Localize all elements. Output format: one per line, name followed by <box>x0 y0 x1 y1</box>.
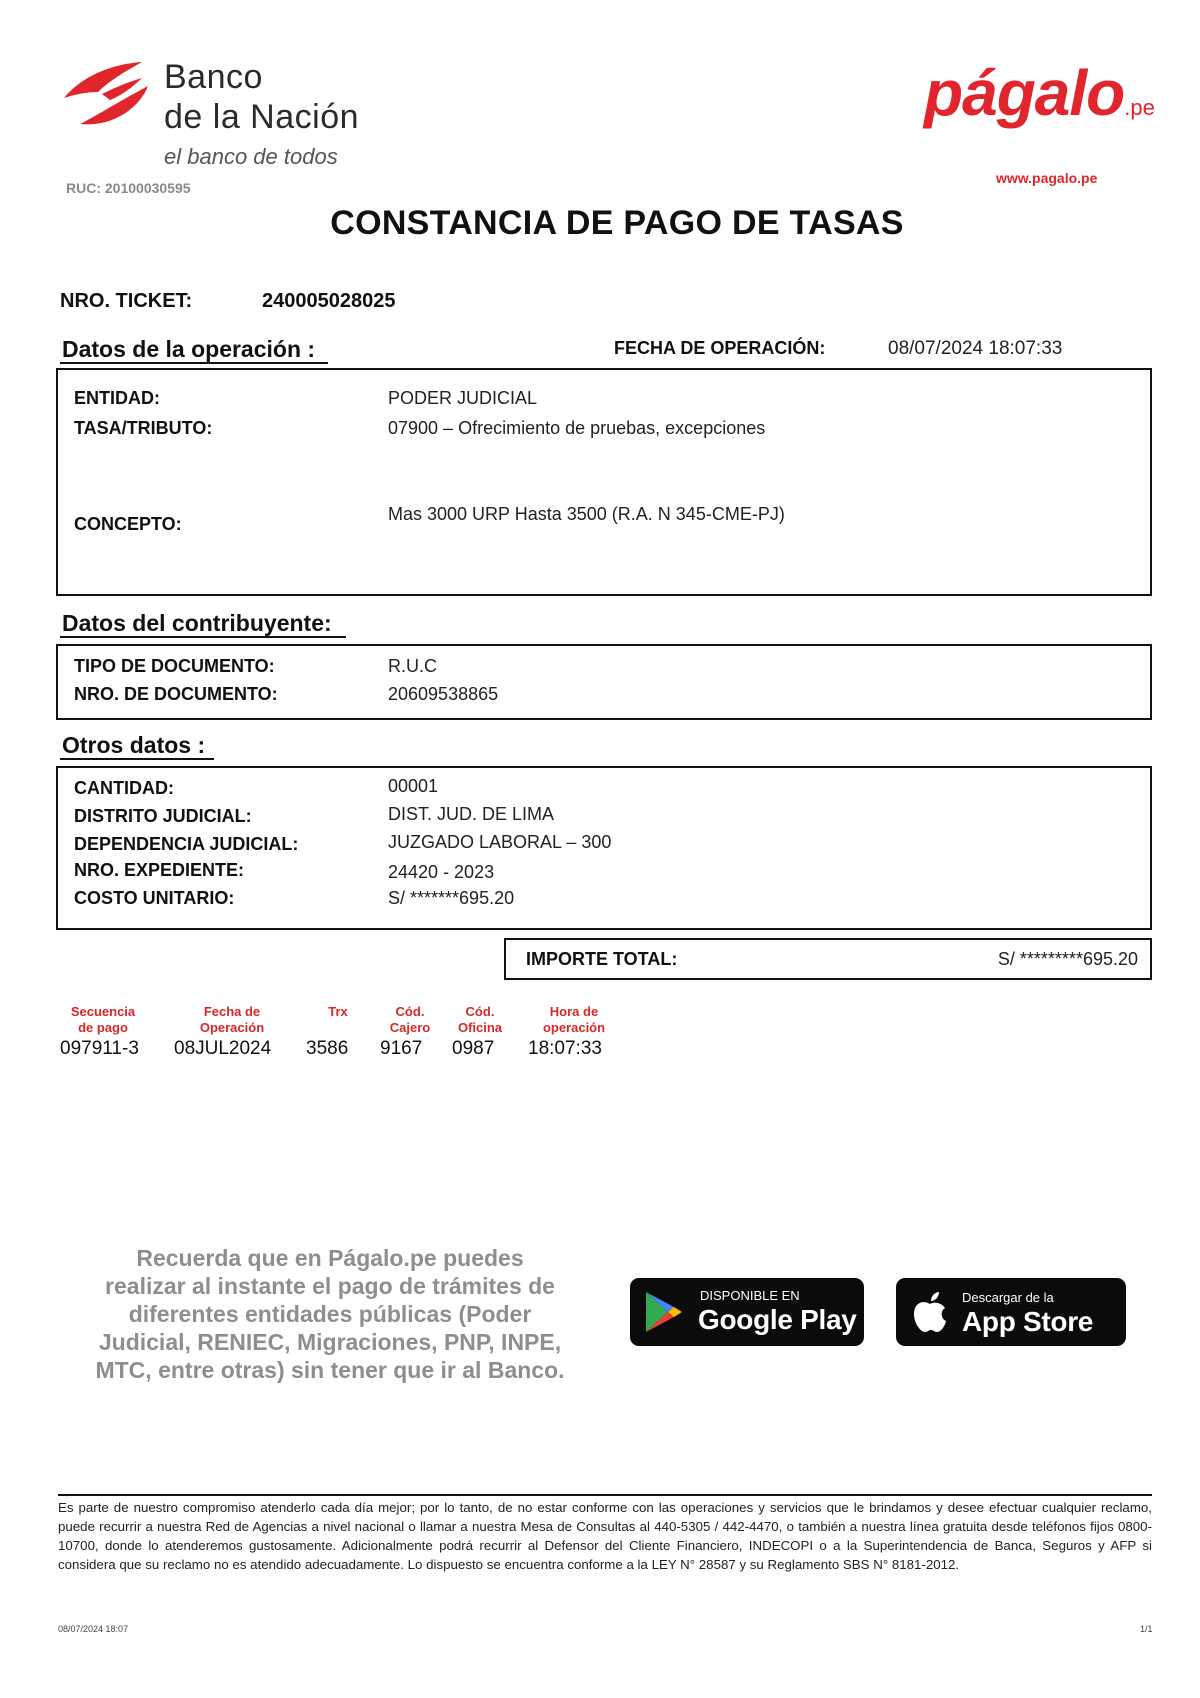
td-oficina: 0987 <box>452 1038 495 1059</box>
footer-page-number: 1/1 <box>1140 1624 1153 1634</box>
operation-date-label: FECHA DE OPERACIÓN: <box>614 338 826 358</box>
promo-line3: diferentes entidades públicas (Poder <box>128 1301 532 1327</box>
taxpayer-heading-underline <box>60 636 346 638</box>
google-play-small: DISPONIBLE EN <box>700 1288 800 1303</box>
th-cajero <box>382 1004 438 1036</box>
nro-documento-label: NRO. DE DOCUMENTO: <box>74 684 278 704</box>
google-play-button[interactable] <box>630 1278 864 1346</box>
costo-label: COSTO UNITARIO: <box>74 888 235 908</box>
nro-documento-value: 20609538865 <box>388 684 499 704</box>
operation-box <box>56 368 1152 596</box>
th-secuencia-1: Secuencia <box>70 1004 136 1019</box>
tasa-value: 07900 – Ofrecimiento de pruebas, excepciones <box>388 418 766 438</box>
banco-nacion-logo-icon <box>62 58 154 130</box>
pagalo-url[interactable]: www.pagalo.pe <box>996 170 1098 186</box>
promo-line4: Judicial, RENIEC, Migraciones, PNP, INPE, <box>98 1329 562 1355</box>
th-trx-1: Trx <box>328 1004 348 1019</box>
expediente-label: NRO. EXPEDIENTE: <box>74 860 245 880</box>
footer-divider <box>58 1494 1152 1496</box>
other-heading-underline <box>60 758 214 760</box>
pagalo-tld: .pe <box>1124 95 1155 120</box>
page-title: CONSTANCIA DE PAGO DE TASAS <box>330 204 904 242</box>
th-oficina-2: Oficina <box>457 1020 503 1035</box>
th-hora-2: operación <box>542 1020 606 1035</box>
th-hora-1: Hora de <box>549 1004 599 1019</box>
promo-line5: MTC, entre otras) sin tener que ir al Banco. <box>95 1357 565 1383</box>
costo-value: S/ *******695.20 <box>388 888 515 908</box>
app-store-button[interactable] <box>896 1278 1126 1346</box>
th-fecha-1: Fecha de <box>203 1004 261 1019</box>
pagalo-logo <box>924 56 1155 130</box>
legal-notice: Es parte de nuestro compromiso atenderlo cada día mejor; por lo tanto, de no estar conforme con las operaciones y servicios que le brindamos y desee efectuar cualquier reclamo, puede recurrir a nuestra Red de Agencias a nivel nacional o llamar a nuestra Mesa de Consultas al 440-5305 / 442-4470, o también a nuestra línea gratuita desde teléfonos fijos 0800-10700, donde lo atenderemos gustosamente. Adicionalmente podrá recurrir al Defensor del Cliente Financiero, INDECOPI o a la Superintendencia de Banca, Seguros y AFP si considera que su reclamo no es atendido adecuadamente. Lo dispuesto se encuentra conforme a la LEY N° 28587 y su Reglamento SBS N° 8181-2012. <box>58 1500 1152 1572</box>
promo-text <box>60 1244 600 1384</box>
ticket-label: NRO. TICKET: <box>60 290 193 312</box>
tasa-label: TASA/TRIBUTO: <box>74 418 213 438</box>
ruc-number: RUC: 20100030595 <box>66 180 191 196</box>
th-cajero-1: Cód. <box>395 1004 425 1019</box>
taxpayer-heading: Datos del contribuyente: <box>62 610 332 636</box>
other-heading: Otros datos : <box>62 732 206 758</box>
footer-timestamp: 08/07/2024 18:07 <box>58 1624 129 1634</box>
total-box <box>504 938 1152 980</box>
th-secuencia <box>60 1004 146 1036</box>
th-cajero-2: Cajero <box>389 1020 431 1035</box>
distrito-label: DISTRITO JUDICIAL: <box>74 806 252 826</box>
other-box <box>56 766 1152 930</box>
entidad-label: ENTIDAD: <box>74 388 160 408</box>
google-play-big: Google Play <box>698 1304 857 1335</box>
pagalo-brand: págalo <box>924 57 1125 129</box>
concepto-label: CONCEPTO: <box>74 514 182 534</box>
td-secuencia: 097911-3 <box>60 1038 139 1059</box>
entidad-value: PODER JUDICIAL <box>388 388 538 408</box>
td-fecha: 08JUL2024 <box>174 1038 272 1059</box>
expediente-value: 24420 - 2023 <box>388 862 495 882</box>
dependencia-value: JUZGADO LABORAL – 300 <box>388 832 612 852</box>
tipo-documento-value: R.U.C <box>388 656 437 676</box>
th-secuencia-2: de pago <box>78 1020 128 1035</box>
taxpayer-box <box>56 644 1152 720</box>
dependencia-label: DEPENDENCIA JUDICIAL: <box>74 834 299 854</box>
ticket-value: 240005028025 <box>262 290 396 312</box>
td-cajero: 9167 <box>380 1038 423 1059</box>
promo-line2: realizar al instante el pago de trámites de <box>105 1273 555 1299</box>
apple-icon <box>912 1290 948 1334</box>
total-value: S/ *********695.20 <box>997 949 1138 969</box>
cantidad-label: CANTIDAD: <box>74 778 174 798</box>
td-trx: 3586 <box>306 1038 349 1059</box>
cantidad-value: 00001 <box>388 776 439 796</box>
bank-slogan: el banco de todos <box>164 144 338 169</box>
bank-name-line2: de la Nación <box>164 98 360 136</box>
td-hora: 18:07:33 <box>528 1038 602 1059</box>
app-store-small: Descargar de la <box>962 1290 1054 1305</box>
promo-line1: Recuerda que en Págalo.pe puedes <box>136 1245 524 1271</box>
distrito-value: DIST. JUD. DE LIMA <box>388 804 555 824</box>
concepto-value: Mas 3000 URP Hasta 3500 (R.A. N 345-CME-PJ) <box>388 504 785 524</box>
app-store-big: App Store <box>962 1306 1094 1337</box>
operation-heading: Datos de la operación : <box>62 336 316 362</box>
th-hora <box>530 1004 618 1036</box>
total-label: IMPORTE TOTAL: <box>526 949 678 969</box>
operation-date-value: 08/07/2024 18:07:33 <box>888 338 1063 359</box>
th-trx <box>316 1004 360 1020</box>
th-oficina-1: Cód. <box>465 1004 495 1019</box>
th-oficina <box>450 1004 510 1036</box>
tipo-documento-label: TIPO DE DOCUMENTO: <box>74 656 275 676</box>
bank-name-line1: Banco <box>164 58 263 96</box>
operation-heading-underline <box>60 362 328 364</box>
google-play-icon <box>644 1290 684 1334</box>
th-fecha <box>184 1004 280 1036</box>
th-fecha-2: Operación <box>199 1020 265 1035</box>
